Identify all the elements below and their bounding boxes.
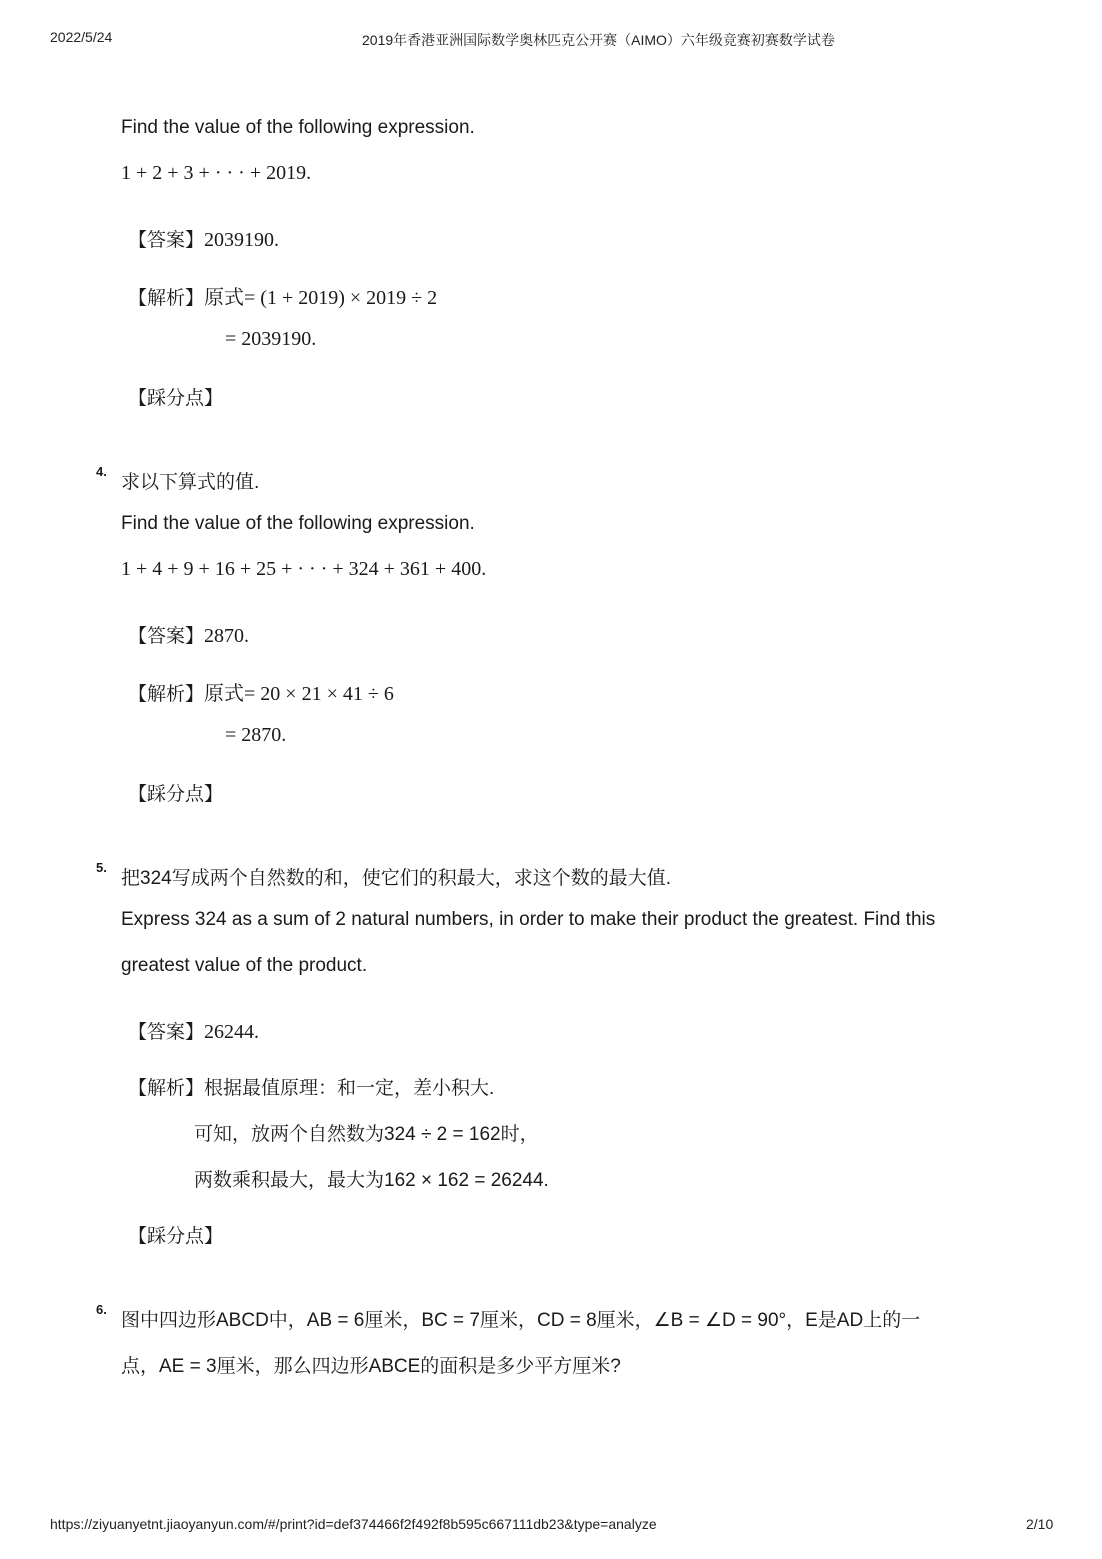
q3-answer xyxy=(128,225,279,252)
q3-analysis-line2: = 2039190. xyxy=(225,328,317,350)
q4-analysis xyxy=(128,677,394,706)
q3-analysis-label: 【解析】 xyxy=(128,288,205,309)
q3-points-label: 【踩分点】 xyxy=(128,388,224,409)
q3-answer-value: 2039190. xyxy=(204,229,280,251)
q6-number: 6. xyxy=(96,1302,107,1317)
page-number: 2/10 xyxy=(1026,1516,1054,1532)
q5-chinese-prompt: 把324写成两个自然数的和，使它们的积最大，求这个数的最大值. xyxy=(121,868,671,889)
q5-analysis-label: 【解析】 xyxy=(128,1078,205,1099)
q4-analysis-line2: = 2870. xyxy=(225,724,287,746)
print-date: 2022/5/24 xyxy=(50,29,113,45)
q4-expression: 1 + 4 + 9 + 16 + 25 + · · · + 324 + 361 + 400. xyxy=(121,558,487,580)
q4-points-label: 【踩分点】 xyxy=(128,784,224,805)
q5-analysis-line2: 可知，放两个自然数为324 ÷ 2 = 162时， xyxy=(194,1124,539,1145)
q5-analysis xyxy=(128,1073,494,1100)
q5-answer-label: 【答案】 xyxy=(128,1022,205,1043)
q4-number: 4. xyxy=(96,464,107,479)
footer-url: https://ziyuanyetnt.jiaoyanyun.com/#/print?id=def374466f2f492f8b595c667111db23&type=analyze xyxy=(50,1516,657,1532)
q4-analysis-label: 【解析】 xyxy=(128,684,205,705)
q4-answer xyxy=(128,621,249,648)
q5-answer xyxy=(128,1017,259,1044)
q4-english-prompt: Find the value of the following expression. xyxy=(121,513,475,534)
q3-analysis xyxy=(128,281,437,310)
q4-chinese-prompt: 求以下算式的值. xyxy=(121,472,260,493)
q5-analysis-line1: 根据最值原理：和一定，差小积大. xyxy=(204,1078,495,1099)
q4-answer-label: 【答案】 xyxy=(128,626,205,647)
q5-english-line1: Express 324 as a sum of 2 natural numbers, in order to make their product the greatest. Find this xyxy=(121,909,936,930)
q5-points-label: 【踩分点】 xyxy=(128,1226,224,1247)
document-title: 2019年香港亚洲国际数学奥林匹克公开赛（AIMO）六年级竞赛初赛数学试卷 xyxy=(362,32,835,48)
q5-english-line2: greatest value of the product. xyxy=(121,955,368,976)
q6-prompt-line2: 点，AE = 3厘米，那么四边形ABCE的面积是多少平方厘米? xyxy=(121,1356,621,1377)
q5-number: 5. xyxy=(96,860,107,875)
q3-expression: 1 + 2 + 3 + · · · + 2019. xyxy=(121,162,312,184)
q5-answer-value: 26244. xyxy=(204,1021,260,1043)
q4-answer-value: 2870. xyxy=(204,625,250,647)
q4-analysis-line1: 原式= 20 × 21 × 41 ÷ 6 xyxy=(204,683,394,705)
q3-english-prompt: Find the value of the following expression. xyxy=(121,117,475,138)
q5-analysis-line3: 两数乘积最大，最大为162 × 162 = 26244. xyxy=(194,1170,549,1191)
q6-prompt-line1: 图中四边形ABCD中，AB = 6厘米，BC = 7厘米，CD = 8厘米，∠B = ∠D = 90°，E是AD上的一 xyxy=(121,1310,921,1331)
q3-answer-label: 【答案】 xyxy=(128,230,205,251)
q3-analysis-line1: 原式= (1 + 2019) × 2019 ÷ 2 xyxy=(204,287,438,309)
